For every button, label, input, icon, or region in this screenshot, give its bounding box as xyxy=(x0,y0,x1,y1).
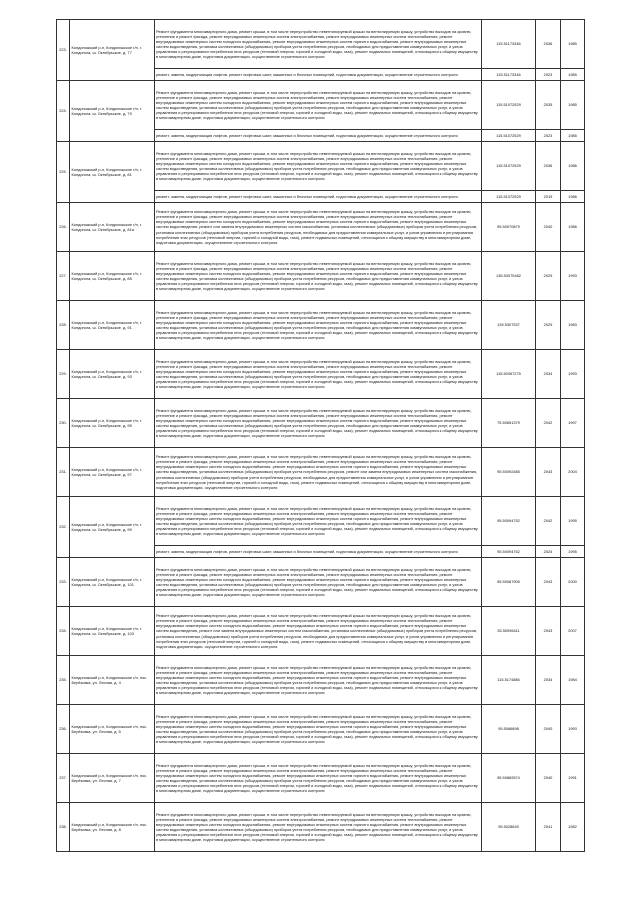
cost-cell: 95.50087905 xyxy=(482,558,536,607)
table-row xyxy=(57,656,585,705)
work-description-cell: Ремонт фундамента многоквартирного дома, ремонт крыши, в том числе переустройство невентилируемой крыши на вентилируемую крышу, устройство выходов на кровлю, утепление и ремонт фасада, ремонт внутридомовых инженерных систем электроснабжения, ремонт внутридомовых инженерных систем теплоснабжения, ремонт внутридомовых инженерных систем холодного водоснабжения, ремонт внутридомовых инженерных систем горячего водоснабжения, ремонт внутридомовых инженерных систем водоотведения, ремонт или замена внутридомовых инженерных систем газоснабжения, установка коллективных (общедомовых) приборов учета потребления ресурсов, установка коллективных (общедомовых) приборов учета потребления ресурсов, необходимых для предоставления коммунальных услуг, и узлов управления и регулирования потребления этих ресурсов (тепловой энергии, горячей и холодной воды, газа), ремонт подвальных помещений, относящихся к общему имуществу в многоквартирном доме, подготовка документации, осуществление строительного контроля xyxy=(155,607,482,656)
build-year-cell: 2000 xyxy=(561,558,585,607)
work-description-cell: Ремонт фундамента многоквартирного дома, ремонт крыши, в том числе переустройство невентилируемой крыши на вентилируемую крышу, устройство выходов на кровлю, утепление и ремонт фасада, ремонт внутридомовых инженерных систем электроснабжения, ремонт внутридомовых инженерных систем теплоснабжения, ремонт внутридомовых инженерных систем холодного водоснабжения, ремонт внутридомовых инженерных систем горячего водоснабжения, ремонт внутридомовых инженерных систем водоотведения, установка коллективных (общедомовых) приборов учета потребления ресурсов, необходимых для предоставления коммунальных услуг, и узлов управления и регулирования потребления этих ресурсов (тепловой энергии, горячей и холодной воды, газа), ремонт подвальных помещений, относящихся к общему имуществу в многоквартирном доме, подготовка документации, осуществление строительного контроля xyxy=(155,558,482,607)
table-body xyxy=(57,20,585,852)
table-row xyxy=(57,607,585,656)
row-number: 237. xyxy=(57,754,70,803)
work-description-cell: Ремонт фундамента многоквартирного дома, ремонт крыши, в том числе переустройство невентилируемой крыши на вентилируемую крышу, устройство выходов на кровлю, утепление и ремонт фасада, ремонт внутридомовых инженерных систем электроснабжения, ремонт внутридомовых инженерных систем теплоснабжения, ремонт внутридомовых инженерных систем холодного водоснабжения, ремонт внутридомовых инженерных систем горячего водоснабжения, ремонт внутридомовых инженерных систем водоотведения, установка коллективных (общедомовых) приборов учета потребления ресурсов, ремонт или замена внутридомовых инженерных систем газоснабжения, установка коллективных (общедомовых) приборов учета потребления ресурсов, необходимых для предоставления коммунальных услуг, и узлов управления и регулирования потребления этих ресурсов (тепловой энергии, горячей и холодной воды, газа), ремонт подвальных помещений, относящихся к общему имуществу в многоквартирном доме, подготовка документации, осуществление строительного контроля xyxy=(155,448,482,497)
address-cell: Кондопожский р-н, Кондопожское г/п, г. Кондопога, ш. Октябрьское, д. 77 xyxy=(70,20,155,81)
work-description-cell: ремонт, замена, модернизация лифтов, ремонт лифтовых шахт, машинных и блочных помещений, подготовка документации, осуществление строительного контроля xyxy=(155,546,482,558)
table-row xyxy=(57,252,585,301)
cost-cell: 95.5066898 xyxy=(482,705,536,754)
cost-cell: 115.51072529 xyxy=(482,130,536,142)
planned-year-cell: 2043 xyxy=(536,448,561,497)
work-description-cell: Ремонт фундамента многоквартирного дома, ремонт крыши, в том числе переустройство невентилируемой крыши на вентилируемую крышу, устройство выходов на кровлю, утепление и ремонт фасада, ремонт внутридомовых инженерных систем электроснабжения, ремонт внутридомовых инженерных систем теплоснабжения, ремонт внутридомовых инженерных систем холодного водоснабжения, ремонт внутридомовых инженерных систем горячего водоснабжения, ремонт внутридомовых инженерных систем водоотведения, установка коллективных (общедомовых) приборов учета потребления ресурсов, необходимых для предоставления коммунальных услуг, и узлов управления и регулирования потребления этих ресурсов (тепловой энергии, горячей и холодной воды, газа), ремонт подвальных помещений, относящихся к общему имуществу в многоквартирном доме, подготовка документации, осуществление строительного контроля xyxy=(155,656,482,705)
cost-cell: 115.51072529 xyxy=(482,81,536,130)
row-number: 229. xyxy=(57,350,70,399)
build-year-cell: 1995 xyxy=(561,546,585,558)
planned-year-cell: 2040 xyxy=(536,705,561,754)
table-row xyxy=(57,142,585,191)
table-row xyxy=(57,803,585,852)
planned-year-cell: 2029 xyxy=(536,252,561,301)
cost-cell: 135.53075482 xyxy=(482,252,536,301)
table-row xyxy=(57,81,585,130)
work-description-cell: Ремонт фундамента многоквартирного дома, ремонт крыши, в том числе переустройство невентилируемой крыши на вентилируемую крышу, устройство выходов на кровлю, утепление и ремонт фасада, ремонт внутридомовых инженерных систем электроснабжения, ремонт внутридомовых инженерных систем теплоснабжения, ремонт внутридомовых инженерных систем холодного водоснабжения, ремонт внутридомовых инженерных систем горячего водоснабжения, ремонт внутридомовых инженерных систем водоотведения, установка коллективных (общедомовых) приборов учета потребления ресурсов, необходимых для предоставления коммунальных услуг, и узлов управления и регулирования потребления этих ресурсов (тепловой энергии, горячей и холодной воды, газа), ремонт подвальных помещений, относящихся к общему имуществу в многоквартирном доме, подготовка документации, осуществление строительного контроля xyxy=(155,350,482,399)
build-year-cell: 1983 xyxy=(561,301,585,350)
cost-cell: 115.5174886 xyxy=(482,656,536,705)
planned-year-cell: 2024 xyxy=(536,546,561,558)
row-number: 230. xyxy=(57,399,70,448)
address-cell: Кондопожский р-н, Кондопожское г/п, пос. Берёзовка, ул. Лесная, д. 4 xyxy=(70,656,155,705)
cost-cell: 135.5307537 xyxy=(482,301,536,350)
row-number: 223. xyxy=(57,20,70,81)
build-year-cell: 1995 xyxy=(561,497,585,546)
address-cell: Кондопожский р-н, Кондопожское г/п, г. Кондопога, ш. Октябрьское, д. 91 xyxy=(70,301,155,350)
row-number: 231. xyxy=(57,448,70,497)
table-row xyxy=(57,754,585,803)
work-description-cell: Ремонт фундамента многоквартирного дома, ремонт крыши, в том числе переустройство невентилируемой крыши на вентилируемую крышу, устройство выходов на кровлю, утепление и ремонт фасада, ремонт внутридомовых инженерных систем электроснабжения, ремонт внутридомовых инженерных систем теплоснабжения, ремонт внутридомовых инженерных систем холодного водоснабжения, ремонт внутридомовых инженерных систем горячего водоснабжения, ремонт внутридомовых инженерных систем водоотведения, установка коллективных (общедомовых) приборов учета потребления ресурсов, необходимых для предоставления коммунальных услуг, и узлов управления и регулирования потребления этих ресурсов (тепловой энергии, горячей и холодной воды, газа), ремонт подвальных помещений, относящихся к общему имуществу в многоквартирном доме, подготовка документации, осуществление строительного контроля xyxy=(155,252,482,301)
cost-cell: 95.50070879 xyxy=(482,203,536,252)
cost-cell: 95.50092485 xyxy=(482,448,536,497)
planned-year-cell: 2023 xyxy=(536,69,561,81)
cost-cell: 95.50869574 xyxy=(482,754,536,803)
table-row xyxy=(57,350,585,399)
cost-cell: 115.51072529 xyxy=(482,142,536,191)
address-cell: Кондопожский р-н, Кондопожское г/п, г. Кондопога, ш. Октябрьское, д. 93 xyxy=(70,350,155,399)
table-row xyxy=(57,558,585,607)
build-year-cell: 2004 xyxy=(561,448,585,497)
table-row xyxy=(57,497,585,546)
build-year-cell: 1993 xyxy=(561,350,585,399)
planned-year-cell: 2034 xyxy=(536,656,561,705)
work-description-cell: Ремонт фундамента многоквартирного дома, ремонт крыши, в том числе переустройство невентилируемой крыши на вентилируемую крышу, устройство выходов на кровлю, утепление и ремонт фасада, ремонт внутридомовых инженерных систем электроснабжения, ремонт внутридомовых инженерных систем теплоснабжения, ремонт внутридомовых инженерных систем холодного водоснабжения, ремонт внутридомовых инженерных систем горячего водоснабжения, ремонт внутридомовых инженерных систем водоотведения, установка коллективных (общедомовых) приборов учета потребления ресурсов, необходимых для предоставления коммунальных услуг, и узлов управления и регулирования потребления этих ресурсов (тепловой энергии, горячей и холодной воды, газа), ремонт подвальных помещений, относящихся к общему имуществу в многоквартирном доме, подготовка документации, осуществление строительного контроля xyxy=(155,20,482,69)
build-year-cell: 1985 xyxy=(561,130,585,142)
work-description-cell: Ремонт фундамента многоквартирного дома, ремонт крыши, в том числе переустройство невентилируемой крыши на вентилируемую крышу, устройство выходов на кровлю, утепление и ремонт фасада, ремонт внутридомовых инженерных систем электроснабжения, ремонт внутридомовых инженерных систем теплоснабжения, ремонт внутридомовых инженерных систем холодного водоснабжения, ремонт внутридомовых инженерных систем горячего водоснабжения, ремонт внутридомовых инженерных систем водоотведения, установка коллективных (общедомовых) приборов учета потребления ресурсов, необходимых для предоставления коммунальных услуг, и узлов управления и регулирования потребления этих ресурсов (тепловой энергии, горячей и холодной воды, газа), ремонт подвальных помещений, относящихся к общему имуществу в многоквартирном доме, подготовка документации, осуществление строительного контроля xyxy=(155,142,482,191)
row-number: 225. xyxy=(57,142,70,203)
build-year-cell: 2007 xyxy=(561,607,585,656)
work-description-cell: ремонт, замена, модернизация лифтов, ремонт лифтовых шахт, машинных и блочных помещений, подготовка документации, осуществление строительного контроля xyxy=(155,191,482,203)
row-number: 228. xyxy=(57,301,70,350)
address-cell: Кондопожский р-н, Кондопожское г/п, г. Кондопога, ш. Октябрьское, д. 99 xyxy=(70,497,155,558)
cost-cell: 115.51173346 xyxy=(482,69,536,81)
work-description-cell: Ремонт фундамента многоквартирного дома, ремонт крыши, в том числе переустройство невентилируемой крыши на вентилируемую крышу, устройство выходов на кровлю, утепление и ремонт фасада, ремонт внутридомовых инженерных систем электроснабжения, ремонт внутридомовых инженерных систем теплоснабжения, ремонт внутридомовых инженерных систем холодного водоснабжения, ремонт внутридомовых инженерных систем горячего водоснабжения, ремонт внутридомовых инженерных систем водоотведения, установка коллективных (общедомовых) приборов учета потребления ресурсов, необходимых для предоставления коммунальных услуг, и узлов управления и регулирования потребления этих ресурсов (тепловой энергии, горячей и холодной воды, газа), ремонт подвальных помещений, относящихся к общему имуществу в многоквартирном доме, подготовка документации, осуществление строительного контроля xyxy=(155,81,482,130)
build-year-cell: 1984 xyxy=(561,656,585,705)
document-page xyxy=(56,19,584,852)
address-cell: Кондопожский р-н, Кондопожское г/п, пос. Берёзовка, ул. Лесная, д. 8 xyxy=(70,803,155,852)
cost-cell: 95.5028649 xyxy=(482,803,536,852)
row-number: 235. xyxy=(57,656,70,705)
planned-year-cell: 2035 xyxy=(536,81,561,130)
cost-cell: 115.51173346 xyxy=(482,20,536,69)
planned-year-cell: 2036 xyxy=(536,142,561,191)
planned-year-cell: 2034 xyxy=(536,350,561,399)
planned-year-cell: 2036 xyxy=(536,20,561,69)
cost-cell: 95.50094752 xyxy=(482,546,536,558)
table-row xyxy=(57,20,585,69)
row-number: 236. xyxy=(57,705,70,754)
planned-year-cell: 2041 xyxy=(536,803,561,852)
build-year-cell: 1982 xyxy=(561,803,585,852)
work-description-cell: Ремонт фундамента многоквартирного дома, ремонт крыши, в том числе переустройство невентилируемой крыши на вентилируемую крышу, устройство выходов на кровлю, утепление и ремонт фасада, ремонт внутридомовых инженерных систем электроснабжения, ремонт внутридомовых инженерных систем теплоснабжения, ремонт внутридомовых инженерных систем холодного водоснабжения, ремонт внутридомовых инженерных систем горячего водоснабжения, ремонт внутридомовых инженерных систем водоотведения, установка коллективных (общедомовых) приборов учета потребления ресурсов, необходимых для предоставления коммунальных услуг, и узлов управления и регулирования потребления этих ресурсов (тепловой энергии, горячей и холодной воды, газа), ремонт подвальных помещений, относящихся к общему имуществу в многоквартирном доме, подготовка документации, осуществление строительного контроля xyxy=(155,705,482,754)
address-cell: Кондопожский р-н, Кондопожское г/п, пос. Берёзовка, ул. Лесная, д. 7 xyxy=(70,754,155,803)
capital-repair-table xyxy=(56,19,585,852)
build-year-cell: 1997 xyxy=(561,399,585,448)
build-year-cell: 1986 xyxy=(561,203,585,252)
build-year-cell: 1993 xyxy=(561,705,585,754)
table-row xyxy=(57,203,585,252)
address-cell: Кондопожский р-н, Кондопожское г/п, г. Кондопога, ш. Октябрьское, д. 81а xyxy=(70,203,155,252)
address-cell: Кондопожский р-н, Кондопожское г/п, г. Кондопога, ш. Октябрьское, д. 97 xyxy=(70,448,155,497)
planned-year-cell: 2043 xyxy=(536,558,561,607)
address-cell: Кондопожский р-н, Кондопожское г/п, пос. Берёзовка, ул. Лесная, д. 5 xyxy=(70,705,155,754)
work-description-cell: ремонт, замена, модернизация лифтов, ремонт лифтовых шахт, машинных и блочных помещений, подготовка документации, осуществление строительного контроля xyxy=(155,130,482,142)
cost-cell: 95.50094752 xyxy=(482,497,536,546)
build-year-cell: 1986 xyxy=(561,191,585,203)
row-number: 238. xyxy=(57,803,70,852)
build-year-cell: 1985 xyxy=(561,81,585,130)
work-description-cell: Ремонт фундамента многоквартирного дома, ремонт крыши, в том числе переустройство невентилируемой крыши на вентилируемую крышу, устройство выходов на кровлю, утепление и ремонт фасада, ремонт внутридомовых инженерных систем электроснабжения, ремонт внутридомовых инженерных систем теплоснабжения, ремонт внутридомовых инженерных систем холодного водоснабжения, ремонт внутридомовых инженерных систем горячего водоснабжения, ремонт внутридомовых инженерных систем водоотведения, установка коллективных (общедомовых) приборов учета потребления ресурсов, необходимых для предоставления коммунальных услуг, и узлов управления и регулирования потребления этих ресурсов (тепловой энергии, горячей и холодной воды, газа), ремонт подвальных помещений, относящихся к общему имуществу в многоквартирном доме, подготовка документации, осуществление строительного контроля xyxy=(155,803,482,852)
build-year-cell: 1993 xyxy=(561,252,585,301)
cost-cell: 115.50067275 xyxy=(482,350,536,399)
planned-year-cell: 2029 xyxy=(536,301,561,350)
planned-year-cell: 2023 xyxy=(536,130,561,142)
table-row xyxy=(57,399,585,448)
cost-cell: 35.50096411 xyxy=(482,607,536,656)
build-year-cell: 1991 xyxy=(561,754,585,803)
work-description-cell: Ремонт фундамента многоквартирного дома, ремонт крыши, в том числе переустройство невентилируемой крыши на вентилируемую крышу, устройство выходов на кровлю, утепление и ремонт фасада, ремонт внутридомовых инженерных систем электроснабжения, ремонт внутридомовых инженерных систем теплоснабжения, ремонт внутридомовых инженерных систем холодного водоснабжения, ремонт внутридомовых инженерных систем горячего водоснабжения, ремонт внутридомовых инженерных систем водоотведения, ремонт или замена внутридомовых инженерных систем газоснабжения, установка коллективных (общедомовых) приборов учета потребления ресурсов, установка коллективных (общедомовых) приборов учета потребления ресурсов, необходимых для предоставления коммунальных услуг, и узлов управления и регулирования потребления этих ресурсов (тепловой энергии, горячей и холодной воды, газа), ремонт подвальных помещений, относящихся к общему имуществу в многоквартирном доме, подготовка документации, осуществление строительного контроля xyxy=(155,203,482,252)
build-year-cell: 1985 xyxy=(561,20,585,69)
table-row xyxy=(57,301,585,350)
address-cell: Кондопожский р-н, Кондопожское г/п, г. Кондопога, ш. Октябрьское, д. 85 xyxy=(70,252,155,301)
build-year-cell: 1986 xyxy=(561,142,585,191)
cost-cell: 75.50651379 xyxy=(482,399,536,448)
work-description-cell: Ремонт фундамента многоквартирного дома, ремонт крыши, в том числе переустройство невентилируемой крыши на вентилируемую крышу, устройство выходов на кровлю, утепление и ремонт фасада, ремонт внутридомовых инженерных систем электроснабжения, ремонт внутридомовых инженерных систем теплоснабжения, ремонт внутридомовых инженерных систем холодного водоснабжения, ремонт внутридомовых инженерных систем горячего водоснабжения, ремонт внутридомовых инженерных систем водоотведения, установка коллективных (общедомовых) приборов учета потребления ресурсов, необходимых для предоставления коммунальных услуг, и узлов управления и регулирования потребления этих ресурсов (тепловой энергии, горячей и холодной воды, газа), ремонт подвальных помещений, относящихся к общему имуществу в многоквартирном доме, подготовка документации, осуществление строительного контроля xyxy=(155,754,482,803)
table-row xyxy=(57,705,585,754)
row-number: 233. xyxy=(57,558,70,607)
table-row xyxy=(57,448,585,497)
address-cell: Кондопожский р-н, Кондопожское г/п, г. Кондопога, ш. Октябрьское, д. 103 xyxy=(70,607,155,656)
work-description-cell: Ремонт фундамента многоквартирного дома, ремонт крыши, в том числе переустройство невентилируемой крыши на вентилируемую крышу, устройство выходов на кровлю, утепление и ремонт фасада, ремонт внутридомовых инженерных систем электроснабжения, ремонт внутридомовых инженерных систем теплоснабжения, ремонт внутридомовых инженерных систем холодного водоснабжения, ремонт внутридомовых инженерных систем горячего водоснабжения, ремонт внутридомовых инженерных систем водоотведения, установка коллективных (общедомовых) приборов учета потребления ресурсов, необходимых для предоставления коммунальных услуг, и узлов управления и регулирования потребления этих ресурсов (тепловой энергии, горячей и холодной воды, газа), ремонт подвальных помещений, относящихся к общему имуществу в многоквартирном доме, подготовка документации, осуществление строительного контроля xyxy=(155,497,482,546)
address-cell: Кондопожский р-н, Кондопожское г/п, г. Кондопога, ш. Октябрьское, д. 101 xyxy=(70,558,155,607)
build-year-cell: 1985 xyxy=(561,69,585,81)
planned-year-cell: 2042 xyxy=(536,399,561,448)
planned-year-cell: 2040 xyxy=(536,203,561,252)
work-description-cell: Ремонт фундамента многоквартирного дома, ремонт крыши, в том числе переустройство невентилируемой крыши на вентилируемую крышу, устройство выходов на кровлю, утепление и ремонт фасада, ремонт внутридомовых инженерных систем электроснабжения, ремонт внутридомовых инженерных систем теплоснабжения, ремонт внутридомовых инженерных систем холодного водоснабжения, ремонт внутридомовых инженерных систем горячего водоснабжения, ремонт внутридомовых инженерных систем водоотведения, установка коллективных (общедомовых) приборов учета потребления ресурсов, необходимых для предоставления коммунальных услуг, и узлов управления и регулирования потребления этих ресурсов (тепловой энергии, горячей и холодной воды, газа), ремонт подвальных помещений, относящихся к общему имуществу в многоквартирном доме, подготовка документации, осуществление строительного контроля xyxy=(155,301,482,350)
cost-cell: 115.51072529 xyxy=(482,191,536,203)
planned-year-cell: 2042 xyxy=(536,497,561,546)
planned-year-cell: 2040 xyxy=(536,754,561,803)
row-number: 227. xyxy=(57,252,70,301)
work-description-cell: Ремонт фундамента многоквартирного дома, ремонт крыши, в том числе переустройство невентилируемой крыши на вентилируемую крышу, устройство выходов на кровлю, утепление и ремонт фасада, ремонт внутридомовых инженерных систем электроснабжения, ремонт внутридомовых инженерных систем теплоснабжения, ремонт внутридомовых инженерных систем холодного водоснабжения, ремонт внутридомовых инженерных систем горячего водоснабжения, ремонт внутридомовых инженерных систем водоотведения, установка коллективных (общедомовых) приборов учета потребления ресурсов, необходимых для предоставления коммунальных услуг, и узлов управления и регулирования потребления этих ресурсов (тепловой энергии, горячей и холодной воды, газа), ремонт подвальных помещений, относящихся к общему имуществу в многоквартирном доме, подготовка документации, осуществление строительного контроля xyxy=(155,399,482,448)
address-cell: Кондопожский р-н, Кондопожское г/п, г. Кондопога, ш. Октябрьское, д. 79 xyxy=(70,81,155,142)
row-number: 234. xyxy=(57,607,70,656)
address-cell: Кондопожский р-н, Кондопожское г/п, г. Кондопога, ш. Октябрьское, д. 81 xyxy=(70,142,155,203)
planned-year-cell: 2019 xyxy=(536,191,561,203)
row-number: 226. xyxy=(57,203,70,252)
address-cell: Кондопожский р-н, Кондопожское г/п, г. Кондопога, ш. Октябрьское, д. 95 xyxy=(70,399,155,448)
work-description-cell: ремонт, замена, модернизация лифтов, ремонт лифтовых шахт, машинных и блочных помещений, подготовка документации, осуществление строительного контроля xyxy=(155,69,482,81)
row-number: 224. xyxy=(57,81,70,142)
row-number: 232. xyxy=(57,497,70,558)
planned-year-cell: 2043 xyxy=(536,607,561,656)
